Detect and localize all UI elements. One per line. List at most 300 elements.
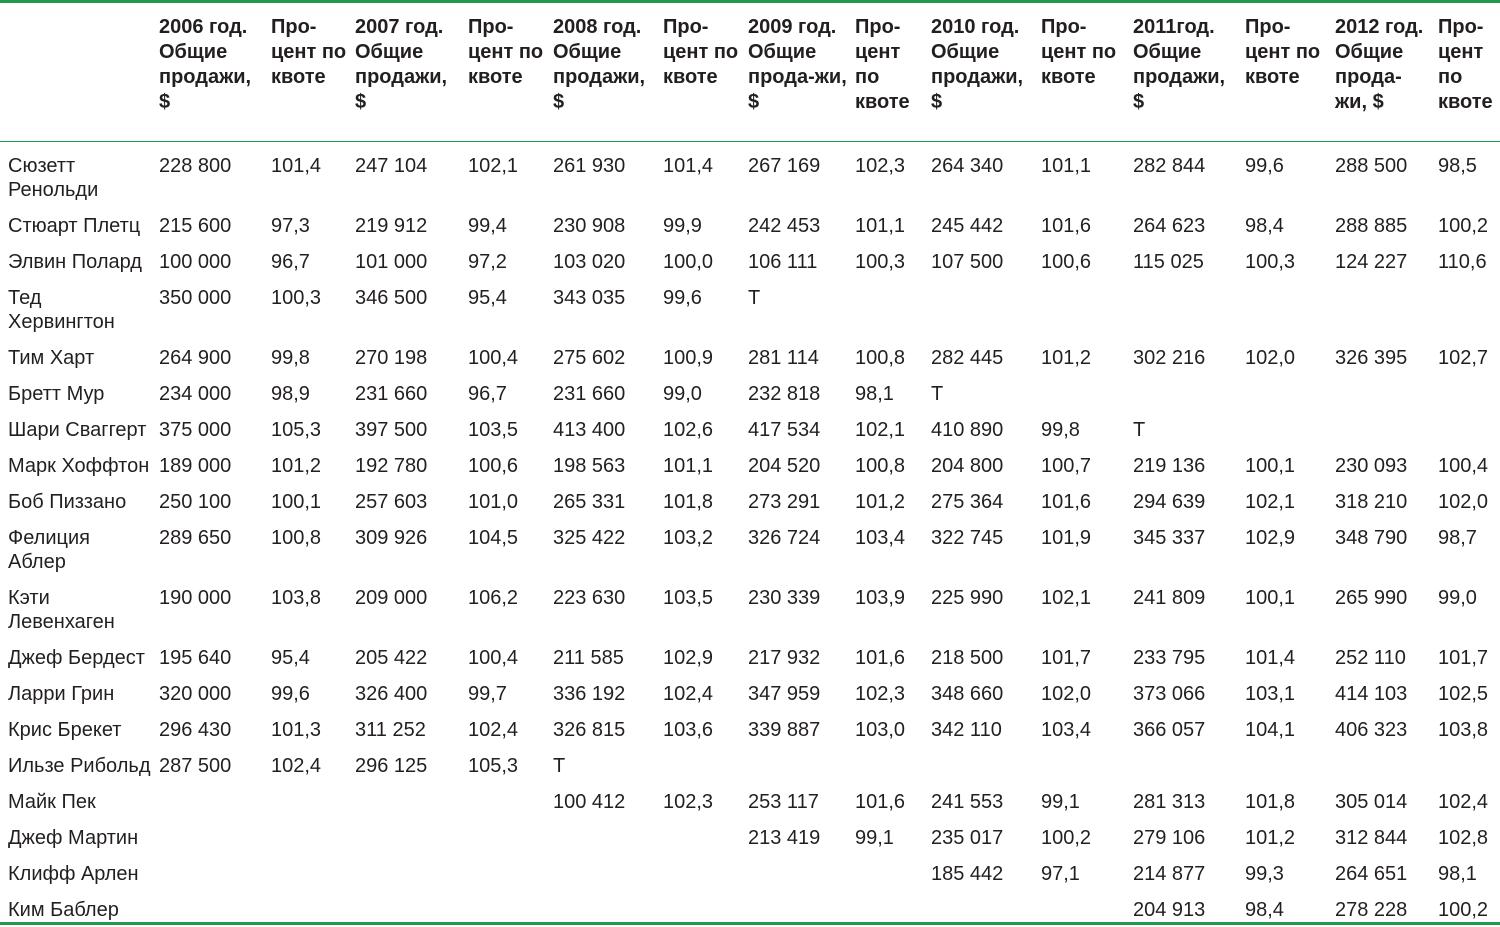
quota-percent-cell: 101,7 <box>1041 647 1092 669</box>
sales-total-cell: 219 912 <box>355 215 428 237</box>
column-header: Про-цент по квоте <box>265 2 349 142</box>
sales-total-cell: 195 640 <box>159 647 232 669</box>
quota-percent-cell <box>1239 406 1329 442</box>
quota-percent-cell: 99,6 <box>663 287 702 309</box>
sales-total-cell: 279 106 <box>1133 827 1206 849</box>
column-header: 2010 год. Общие продажи, $ <box>925 2 1035 142</box>
quota-percent-cell: 103,9 <box>855 587 906 609</box>
quota-percent-cell: 100,8 <box>855 347 906 369</box>
quota-percent-cell: 102,4 <box>1438 791 1489 813</box>
quota-percent-cell: 99,8 <box>271 347 310 369</box>
quota-percent-cell: 100,0 <box>663 251 714 273</box>
quota-percent-cell: 105,3 <box>468 755 519 777</box>
sales-total-cell: 326 724 <box>748 527 821 549</box>
quota-percent-cell <box>1239 742 1329 778</box>
sales-total-cell <box>1329 370 1432 406</box>
quota-percent-cell <box>1035 886 1127 924</box>
sales-total-cell: 348 790 <box>1335 527 1408 549</box>
quota-percent-cell: 102,3 <box>855 155 906 177</box>
quota-percent-cell: 100,6 <box>468 455 519 477</box>
sales-total-cell: 264 651 <box>1335 863 1408 885</box>
quota-percent-cell <box>462 886 547 924</box>
quota-percent-cell: 100,3 <box>271 287 322 309</box>
salesperson-name: Кэти Левенхаген <box>8 587 115 633</box>
sales-total-cell: 245 442 <box>931 215 1004 237</box>
quota-percent-cell: 100,6 <box>1041 251 1092 273</box>
sales-total-cell: 414 103 <box>1335 683 1408 705</box>
quota-percent-cell: 101,7 <box>1438 647 1489 669</box>
sales-total-cell: 320 000 <box>159 683 232 705</box>
quota-percent-cell <box>1432 274 1500 334</box>
quota-percent-cell: 102,4 <box>663 683 714 705</box>
sales-total-cell: 296 430 <box>159 719 232 741</box>
sales-total-cell <box>742 742 849 778</box>
sales-total-cell: 397 500 <box>355 419 428 441</box>
sales-total-cell: 264 900 <box>159 347 232 369</box>
table-row <box>0 574 1500 634</box>
column-header: 2008 год. Общие продажи, $ <box>547 2 657 142</box>
sales-total-cell: 115 025 <box>1133 251 1204 273</box>
quota-percent-cell: 99,0 <box>1438 587 1477 609</box>
sales-total-cell <box>1329 274 1432 334</box>
quota-percent-cell <box>462 814 547 850</box>
quota-percent-cell: 103,8 <box>271 587 322 609</box>
table-row <box>0 406 1500 442</box>
sales-total-cell: 192 780 <box>355 455 428 477</box>
salesperson-name: Стюарт Плетц <box>8 215 141 237</box>
sales-total-cell: 318 210 <box>1335 491 1408 513</box>
quota-percent-cell: 97,2 <box>468 251 507 273</box>
sales-total-cell: 294 639 <box>1133 491 1206 513</box>
sales-total-cell: 241 553 <box>931 791 1004 813</box>
sales-total-cell <box>1127 370 1239 406</box>
quota-percent-cell: 103,6 <box>663 719 714 741</box>
sales-total-cell: 219 136 <box>1133 455 1206 477</box>
quota-percent-cell: 100,8 <box>271 527 322 549</box>
sales-total-cell <box>349 778 462 814</box>
quota-percent-cell <box>1035 370 1127 406</box>
sales-total-cell: 217 932 <box>748 647 821 669</box>
quota-percent-cell: 102,0 <box>1041 683 1092 705</box>
quota-percent-cell: 101,4 <box>271 155 322 177</box>
quota-percent-cell: 100,1 <box>1245 455 1296 477</box>
sales-total-cell: 189 000 <box>159 455 232 477</box>
table-row <box>0 886 1500 924</box>
quota-percent-cell <box>1239 274 1329 334</box>
sales-total-cell: 232 818 <box>748 383 821 405</box>
quota-percent-cell: 102,9 <box>1245 527 1296 549</box>
quota-percent-cell: 96,7 <box>468 383 507 405</box>
sales-total-cell: 230 093 <box>1335 455 1408 477</box>
sales-total-cell: 204 800 <box>931 455 1004 477</box>
sales-total-cell: 375 000 <box>159 419 232 441</box>
sales-total-cell: 228 800 <box>159 155 232 177</box>
quota-percent-cell <box>849 850 925 886</box>
sales-total-cell: 247 104 <box>355 155 428 177</box>
sales-total-cell: 257 603 <box>355 491 428 513</box>
sales-total-cell <box>547 814 657 850</box>
quota-percent-cell <box>265 778 349 814</box>
quota-percent-cell: 100,8 <box>855 455 906 477</box>
quota-percent-cell: 102,1 <box>468 155 519 177</box>
quota-percent-cell: 103,0 <box>855 719 906 741</box>
quota-percent-cell <box>1432 370 1500 406</box>
sales-total-cell: 101 000 <box>355 251 428 273</box>
sales-total-cell <box>1329 742 1432 778</box>
sales-total-cell: 214 877 <box>1133 863 1206 885</box>
sales-total-cell: 215 600 <box>159 215 232 237</box>
sales-total-cell: 211 585 <box>553 647 624 669</box>
sales-total-cell: 322 745 <box>931 527 1004 549</box>
salesperson-name: Элвин Полард <box>8 251 142 273</box>
quota-percent-cell <box>657 742 742 778</box>
quota-percent-cell: 101,6 <box>855 647 906 669</box>
sales-total-cell: 230 339 <box>748 587 821 609</box>
sales-total-cell: 253 117 <box>748 791 819 813</box>
quota-percent-cell: 95,4 <box>468 287 507 309</box>
quota-percent-cell: 97,1 <box>1041 863 1080 885</box>
sales-total-cell: 264 340 <box>931 155 1004 177</box>
sales-total-cell: 296 125 <box>355 755 428 777</box>
sales-total-cell: 326 395 <box>1335 347 1408 369</box>
table-row <box>0 238 1500 274</box>
salesperson-name: Ким Баблер <box>0 886 153 924</box>
quota-percent-cell: 100,4 <box>468 347 519 369</box>
quota-percent-cell <box>1432 742 1500 778</box>
table-row <box>0 634 1500 670</box>
quota-percent-cell: 98,9 <box>271 383 310 405</box>
sales-total-cell: 205 422 <box>355 647 428 669</box>
sales-total-cell: 270 198 <box>355 347 428 369</box>
quota-percent-cell <box>1035 742 1127 778</box>
sales-total-cell: 326 815 <box>553 719 626 741</box>
sales-total-cell: 103 020 <box>553 251 626 273</box>
quota-percent-cell <box>462 778 547 814</box>
table-row <box>0 478 1500 514</box>
salesperson-name: Ильзе Рибольд <box>8 755 151 777</box>
quota-percent-cell <box>1239 370 1329 406</box>
sales-total-cell: 234 000 <box>159 383 232 405</box>
sales-total-cell: 231 660 <box>553 383 626 405</box>
quota-percent-cell: 102,1 <box>855 419 906 441</box>
sales-total-cell <box>742 850 849 886</box>
sales-total-cell: 235 017 <box>931 827 1004 849</box>
table-row <box>0 814 1500 850</box>
quota-percent-cell: 103,2 <box>663 527 714 549</box>
quota-percent-cell: 104,5 <box>468 527 519 549</box>
quota-percent-cell: 98,7 <box>1438 527 1477 549</box>
quota-percent-cell <box>265 850 349 886</box>
sales-total-cell: 302 216 <box>1133 347 1206 369</box>
quota-percent-cell: 102,0 <box>1438 491 1489 513</box>
quota-percent-cell: 95,4 <box>271 647 310 669</box>
table-row <box>0 670 1500 706</box>
quota-percent-cell: 102,9 <box>663 647 714 669</box>
quota-percent-cell: 102,0 <box>1245 347 1296 369</box>
quota-percent-cell: 103,4 <box>1041 719 1092 741</box>
quota-percent-cell <box>462 850 547 886</box>
sales-total-cell: 282 445 <box>931 347 1004 369</box>
quota-percent-cell: 104,1 <box>1245 719 1296 741</box>
table-row <box>0 706 1500 742</box>
quota-percent-cell <box>657 850 742 886</box>
sales-total-cell: 342 110 <box>931 719 1002 741</box>
table-row <box>0 202 1500 238</box>
column-header: 2006 год. Общие продажи, $ <box>153 2 265 142</box>
table-row <box>0 514 1500 574</box>
table-row <box>0 742 1500 778</box>
sales-total-cell: 241 809 <box>1133 587 1206 609</box>
quota-percent-cell: 102,4 <box>271 755 322 777</box>
quota-percent-cell: 101,8 <box>663 491 714 513</box>
column-header: Про-цент по квоте <box>462 2 547 142</box>
sales-total-cell: 288 500 <box>1335 155 1408 177</box>
salesperson-name: Боб Пиззано <box>8 491 127 513</box>
column-header: 2007 год. Общие продажи, $ <box>349 2 462 142</box>
sales-total-cell: 278 228 <box>1329 886 1432 924</box>
quota-percent-cell: 101,1 <box>855 215 906 237</box>
quota-percent-cell: 102,5 <box>1438 683 1489 705</box>
table-row <box>0 442 1500 478</box>
sales-total-cell: 190 000 <box>159 587 232 609</box>
quota-percent-cell: 101,2 <box>855 491 906 513</box>
quota-percent-cell: 103,1 <box>1245 683 1296 705</box>
sales-total-cell: 264 623 <box>1133 215 1206 237</box>
sales-total-cell: 347 959 <box>748 683 821 705</box>
sales-total-cell <box>349 886 462 924</box>
column-header-name <box>0 2 153 142</box>
sales-total-cell: 325 422 <box>553 527 626 549</box>
sales-total-cell <box>153 814 265 850</box>
quota-percent-cell: 100,1 <box>1245 587 1296 609</box>
sales-total-cell: 345 337 <box>1133 527 1206 549</box>
quota-percent-cell: 99,6 <box>271 683 310 705</box>
quota-percent-cell: 98,1 <box>855 383 894 405</box>
quota-percent-cell: 98,4 <box>1239 886 1329 924</box>
quota-percent-cell: 103,8 <box>1438 719 1489 741</box>
table-body <box>0 142 1500 924</box>
sales-total-cell: 185 442 <box>931 863 1004 885</box>
quota-percent-cell: 100,3 <box>1245 251 1296 273</box>
table-row <box>0 778 1500 814</box>
quota-percent-cell <box>657 814 742 850</box>
sales-total-cell <box>153 886 265 924</box>
sales-total-cell: 288 885 <box>1335 215 1408 237</box>
sales-total-cell: 281 313 <box>1133 791 1206 813</box>
salesperson-name: Шари Сваггерт <box>8 419 147 441</box>
sales-total-cell <box>1329 406 1432 442</box>
quota-percent-cell: 102,8 <box>1438 827 1489 849</box>
quota-percent-cell: 102,1 <box>1245 491 1296 513</box>
quota-percent-cell: 105,3 <box>271 419 322 441</box>
sales-total-cell: 417 534 <box>748 419 821 441</box>
quota-percent-cell: 103,4 <box>855 527 906 549</box>
quota-percent-cell: 99,1 <box>855 827 894 849</box>
sales-total-cell <box>349 814 462 850</box>
sales-total-cell <box>1127 274 1239 334</box>
sales-total-cell: 281 114 <box>748 347 819 369</box>
quota-percent-cell: 100,4 <box>468 647 519 669</box>
sales-total-cell: 312 844 <box>1335 827 1408 849</box>
quota-percent-cell: 102,4 <box>468 719 519 741</box>
sales-total-cell <box>153 850 265 886</box>
column-header: 2009 год. Общие прода-жи, $ <box>742 2 849 142</box>
sales-total-cell <box>547 850 657 886</box>
sales-total-cell: 225 990 <box>931 587 1004 609</box>
sales-total-cell: 106 111 <box>748 251 818 273</box>
sales-total-cell: 343 035 <box>553 287 626 309</box>
column-header: Про-цент по квоте <box>1432 2 1500 142</box>
quota-percent-cell: 101,4 <box>663 155 714 177</box>
sales-total-cell: 373 066 <box>1133 683 1206 705</box>
sales-total-cell: 204 520 <box>748 455 821 477</box>
quota-percent-cell: 101,0 <box>468 491 519 513</box>
sales-total-cell: 350 000 <box>159 287 232 309</box>
salesperson-name: Крис Брекет <box>8 719 122 741</box>
salesperson-name: Тим Харт <box>8 347 95 369</box>
salesperson-name: Тед Хервингтон <box>8 287 115 333</box>
quota-percent-cell: 101,3 <box>271 719 322 741</box>
quota-percent-cell: 100,1 <box>271 491 322 513</box>
quota-percent-cell: 99,4 <box>468 215 507 237</box>
table-row <box>0 334 1500 370</box>
column-header: Про-цент по квоте <box>1239 2 1329 142</box>
sales-total-cell <box>742 886 849 924</box>
sales-total-cell: 275 602 <box>553 347 626 369</box>
quota-percent-cell: 98,5 <box>1438 155 1477 177</box>
sales-total-cell: 204 913 <box>1127 886 1239 924</box>
sales-total-cell <box>925 742 1035 778</box>
sales-total-cell <box>925 886 1035 924</box>
quota-percent-cell <box>849 274 925 334</box>
sales-total-cell: 336 192 <box>553 683 626 705</box>
quota-percent-cell <box>265 814 349 850</box>
quota-percent-cell: 96,7 <box>271 251 310 273</box>
sales-total-cell: 282 844 <box>1133 155 1206 177</box>
quota-percent-cell: 101,2 <box>271 455 322 477</box>
quota-percent-cell: 101,2 <box>1245 827 1296 849</box>
sales-total-cell <box>547 886 657 924</box>
sales-total-cell: 100 412 <box>553 791 626 813</box>
sales-total-cell: 348 660 <box>931 683 1004 705</box>
quota-percent-cell <box>1432 406 1500 442</box>
sales-total-cell: 339 887 <box>748 719 821 741</box>
sales-total-cell: 213 419 <box>748 827 821 849</box>
quota-percent-cell: 99,7 <box>468 683 507 705</box>
column-header: Про-цент по квоте <box>849 2 925 142</box>
sales-total-cell: 311 252 <box>355 719 426 741</box>
quota-percent-cell: 101,2 <box>1041 347 1092 369</box>
sales-total-cell: Т <box>1133 419 1146 441</box>
quota-percent-cell: 102,6 <box>663 419 714 441</box>
sales-total-cell: 218 500 <box>931 647 1004 669</box>
quota-percent-cell: 100,9 <box>663 347 714 369</box>
table-header <box>0 2 1500 142</box>
quota-percent-cell: 106,2 <box>468 587 519 609</box>
sales-total-cell: 100 000 <box>159 251 232 273</box>
sales-total-cell: 261 930 <box>553 155 626 177</box>
quota-percent-cell: 100,7 <box>1041 455 1092 477</box>
sales-total-cell: 366 057 <box>1133 719 1206 741</box>
sales-total-cell: 250 100 <box>159 491 232 513</box>
sales-total-cell: 346 500 <box>355 287 428 309</box>
quota-percent-cell <box>657 886 742 924</box>
sales-total-cell <box>1127 742 1239 778</box>
salesperson-name: Клифф Арлен <box>8 863 139 885</box>
sales-total-cell: 223 630 <box>553 587 626 609</box>
quota-percent-cell <box>1035 274 1127 334</box>
sales-total-cell: 410 890 <box>931 419 1004 441</box>
sales-total-cell: Т <box>553 755 566 777</box>
quota-percent-cell: 102,3 <box>663 791 714 813</box>
quota-percent-cell <box>849 742 925 778</box>
salesperson-name: Джеф Мартин <box>8 827 139 849</box>
quota-percent-cell: 101,6 <box>1041 215 1092 237</box>
table-row <box>0 274 1500 334</box>
table-row <box>0 850 1500 886</box>
sales-total-cell: 233 795 <box>1133 647 1206 669</box>
sales-total-cell: 413 400 <box>553 419 626 441</box>
sales-total-cell: 273 291 <box>748 491 821 513</box>
salesperson-name: Марк Хоффтон <box>8 455 150 477</box>
quota-percent-cell: 99,9 <box>663 215 702 237</box>
quota-percent-cell: 101,6 <box>1041 491 1092 513</box>
sales-total-cell: Т <box>748 287 761 309</box>
salesperson-name: Джеф Бердест <box>8 647 145 669</box>
sales-total-cell: 230 908 <box>553 215 626 237</box>
quota-percent-cell: 101,8 <box>1245 791 1296 813</box>
quota-percent-cell: 99,8 <box>1041 419 1080 441</box>
column-header: Про-цент по квоте <box>657 2 742 142</box>
quota-percent-cell <box>265 886 349 924</box>
quota-percent-cell: 103,5 <box>663 587 714 609</box>
column-header: 2011год. Общие продажи, $ <box>1127 2 1239 142</box>
salesperson-name: Майк Пек <box>8 791 96 813</box>
sales-total-cell: 198 563 <box>553 455 626 477</box>
sales-total-cell: 287 500 <box>159 755 232 777</box>
quota-percent-cell: 100,2 <box>1432 886 1500 924</box>
quota-percent-cell: 100,3 <box>855 251 906 273</box>
salesperson-name: Ларри Грин <box>8 683 115 705</box>
sales-total-cell: 305 014 <box>1335 791 1408 813</box>
sales-total-cell: 275 364 <box>931 491 1004 513</box>
column-header: 2012 год. Общие прода-жи, $ <box>1329 2 1432 142</box>
quota-percent-cell: 99,0 <box>663 383 702 405</box>
sales-total-cell: 124 227 <box>1335 251 1408 273</box>
quota-percent-cell: 99,1 <box>1041 791 1080 813</box>
column-header: Про-цент по квоте <box>1035 2 1127 142</box>
quota-percent-cell: 98,4 <box>1245 215 1284 237</box>
sales-total-cell: 326 400 <box>355 683 428 705</box>
quota-percent-cell: 103,5 <box>468 419 519 441</box>
quota-percent-cell: 102,7 <box>1438 347 1489 369</box>
quota-percent-cell: 101,9 <box>1041 527 1092 549</box>
sales-total-cell: 267 169 <box>748 155 821 177</box>
sales-total-cell: 231 660 <box>355 383 428 405</box>
sales-total-cell: 242 453 <box>748 215 821 237</box>
sales-total-cell: 252 110 <box>1335 647 1406 669</box>
quota-percent-cell: 100,2 <box>1438 215 1489 237</box>
sales-total-cell: 265 331 <box>553 491 626 513</box>
quota-percent-cell: 102,1 <box>1041 587 1092 609</box>
quota-percent-cell: 99,6 <box>1245 155 1284 177</box>
salesperson-name: Сюзетт Ренольди <box>8 155 99 201</box>
quota-percent-cell: 100,4 <box>1438 455 1489 477</box>
sales-total-cell: 309 926 <box>355 527 428 549</box>
table-row <box>0 370 1500 406</box>
quota-percent-cell: 101,1 <box>1041 155 1092 177</box>
sales-total-cell: 209 000 <box>355 587 428 609</box>
